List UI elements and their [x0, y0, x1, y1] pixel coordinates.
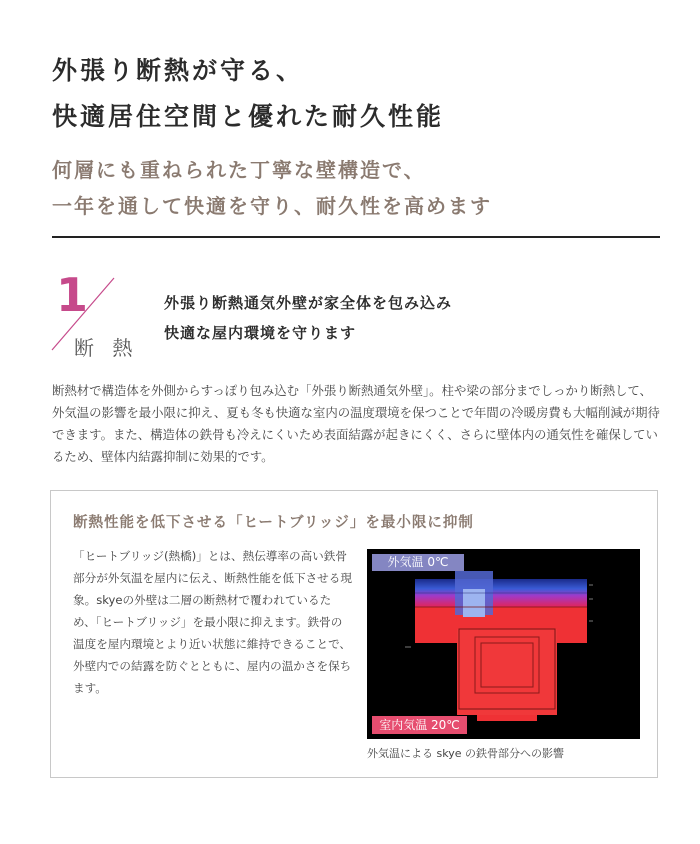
headline-line-2: 快適居住空間と優れた耐久性能 [52, 102, 445, 131]
section-title-line-1: 外張り断熱通気外壁が家全体を包み込み [164, 294, 453, 312]
thermal-figure [367, 549, 640, 739]
subheadline-line-1: 何層にも重ねられた丁寧な壁構造で、 [52, 158, 426, 182]
thermal-image [367, 549, 640, 739]
headline [52, 48, 444, 140]
section-title [164, 288, 452, 348]
inside-temp-label: 室内気温 20℃ [372, 716, 467, 734]
headline-line-1: 外張り断熱が守る、 [52, 56, 305, 85]
heat-bridge-text: 「ヒートブリッジ(熱橋)」とは、熱伝導率の高い鉄骨部分が外気温を屋内に伝え、断熱性能を低下させる現象。skyeの外壁は二層の断熱材で覆われているため、「ヒートブリッジ」を最小限に抑えます。鉄骨の温度を屋内環境とより近い状態に維持できることで、外壁内での結露を防ぐとともに、屋内の温かさを保ちます。 [73, 549, 352, 695]
figure-caption: 外気温による skye の鉄骨部分への影響 [367, 747, 564, 760]
section-title-line-2: 快適な屋内環境を守ります [164, 324, 357, 342]
divider [52, 236, 660, 238]
body-paragraph: 断熱材で構造体を外側からすっぽり包み込む「外張り断熱通気外壁」。柱や梁の部分までしっかり断熱して、外気温の影響を最小限に抑え、夏も冬も快適な室内の温度環境を保つことで年間の冷暖房費も大幅削減が期待できます。また、構造体の鉄骨も冷えにくいため表面結露が起きにくく、さらに壁体内の通気性を確保しているため、壁体内結露抑制に効果的です。 [52, 383, 660, 464]
section-label: 断 熱 [74, 336, 139, 360]
section-number: 1 [56, 268, 89, 322]
subheadline [52, 152, 492, 224]
outside-temp-label: 外気温 0℃ [372, 554, 464, 571]
heat-bridge-title: 断熱性能を低下させる「ヒートブリッジ」を最小限に抑制 [73, 515, 474, 531]
heat-bridge-box [50, 490, 658, 778]
subheadline-line-2: 一年を通して快適を守り、耐久性を高めます [52, 194, 492, 218]
